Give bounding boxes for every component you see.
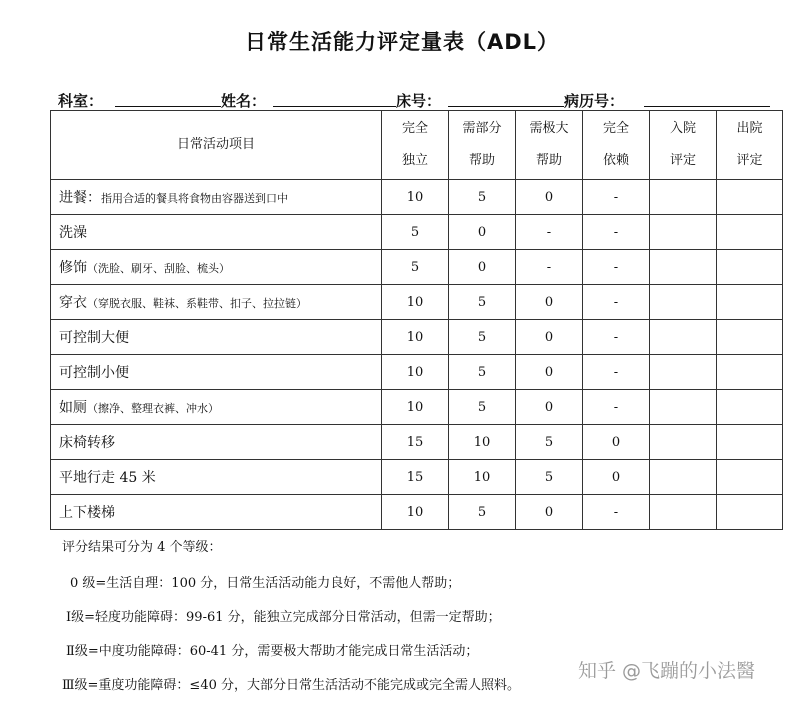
dept-label: 科室： bbox=[58, 92, 104, 110]
score-cell: 0 bbox=[516, 285, 583, 320]
table-row bbox=[51, 495, 783, 530]
score-cell: 0 bbox=[516, 390, 583, 425]
discharge-score-cell[interactable] bbox=[717, 215, 783, 250]
score-cell: - bbox=[583, 180, 650, 215]
score-cell: 10 bbox=[382, 390, 449, 425]
admission-score-cell[interactable] bbox=[650, 250, 717, 285]
score-cell: - bbox=[583, 250, 650, 285]
score-cell: 0 bbox=[516, 495, 583, 530]
score-cell: 5 bbox=[449, 390, 516, 425]
score-cell: 15 bbox=[382, 460, 449, 495]
score-cell: 0 bbox=[583, 460, 650, 495]
table-row bbox=[51, 215, 783, 250]
score-cell: - bbox=[516, 250, 583, 285]
item-cell: 可控制大便 bbox=[51, 320, 382, 355]
score-cell: 5 bbox=[449, 355, 516, 390]
score-cell: 5 bbox=[516, 460, 583, 495]
name-field[interactable] bbox=[273, 106, 396, 107]
item-cell: 穿衣（穿脱衣服、鞋袜、系鞋带、扣子、拉拉链） bbox=[51, 285, 382, 320]
score-cell: 10 bbox=[382, 180, 449, 215]
level-1-note: Ⅰ级=轻度功能障碍：99-61 分，能独立完成部分日常活动，但需一定帮助； bbox=[66, 610, 501, 625]
discharge-score-cell[interactable] bbox=[717, 180, 783, 215]
admission-score-cell[interactable] bbox=[650, 390, 717, 425]
level-2-note: Ⅱ级=中度功能障碍：60-41 分，需要极大帮助才能完成日常生活活动； bbox=[66, 644, 479, 659]
score-cell: 10 bbox=[382, 495, 449, 530]
admission-score-cell[interactable] bbox=[650, 285, 717, 320]
score-cell: 0 bbox=[449, 215, 516, 250]
discharge-score-cell[interactable] bbox=[717, 320, 783, 355]
item-cell: 床椅转移 bbox=[51, 425, 382, 460]
score-cell: 5 bbox=[516, 425, 583, 460]
discharge-score-cell[interactable] bbox=[717, 355, 783, 390]
level-0-note: 0 级=生活自理：100 分，日常生活活动能力良好，不需他人帮助； bbox=[70, 576, 461, 591]
discharge-score-cell[interactable] bbox=[717, 285, 783, 320]
table-row bbox=[51, 425, 783, 460]
admission-score-cell[interactable] bbox=[650, 495, 717, 530]
notes-intro: 评分结果可分为 4 个等级： bbox=[62, 540, 222, 555]
admission-score-cell[interactable] bbox=[650, 320, 717, 355]
table-row bbox=[51, 460, 783, 495]
admission-score-cell[interactable] bbox=[650, 460, 717, 495]
level-3-note: Ⅲ级=重度功能障碍：≤40 分，大部分日常生活活动不能完成或完全需人照料。 bbox=[62, 678, 520, 693]
score-cell: 0 bbox=[516, 355, 583, 390]
table-row bbox=[51, 180, 783, 215]
table-row bbox=[51, 320, 783, 355]
score-cell: - bbox=[516, 215, 583, 250]
score-cell: - bbox=[583, 495, 650, 530]
score-cell: - bbox=[583, 320, 650, 355]
item-cell: 修饰（洗脸、刷牙、刮脸、梳头） bbox=[51, 250, 382, 285]
col-header-admission: 入院 评定 bbox=[650, 111, 717, 180]
item-cell: 可控制小便 bbox=[51, 355, 382, 390]
discharge-score-cell[interactable] bbox=[717, 250, 783, 285]
score-cell: 0 bbox=[516, 180, 583, 215]
discharge-score-cell[interactable] bbox=[717, 495, 783, 530]
score-cell: - bbox=[583, 390, 650, 425]
col-header-independent: 完全 独立 bbox=[382, 111, 449, 180]
bed-field[interactable] bbox=[448, 106, 564, 107]
score-cell: 10 bbox=[449, 425, 516, 460]
table-row bbox=[51, 390, 783, 425]
admission-score-cell[interactable] bbox=[650, 425, 717, 460]
item-cell: 洗澡 bbox=[51, 215, 382, 250]
adl-table bbox=[50, 110, 783, 530]
score-cell: 10 bbox=[382, 285, 449, 320]
item-cell: 进餐：指用合适的餐具将食物由容器送到口中 bbox=[51, 180, 382, 215]
col-header-dependent: 完全 依赖 bbox=[583, 111, 650, 180]
item-cell: 如厕（擦净、整理衣裤、冲水） bbox=[51, 390, 382, 425]
item-cell: 上下楼梯 bbox=[51, 495, 382, 530]
table-header-row bbox=[51, 111, 783, 180]
bed-label: 床号： bbox=[396, 92, 442, 110]
patient-info-row bbox=[58, 90, 778, 110]
score-cell: 5 bbox=[382, 250, 449, 285]
score-cell: 0 bbox=[583, 425, 650, 460]
col-header-item: 日常活动项目 bbox=[51, 111, 382, 180]
table-row bbox=[51, 285, 783, 320]
score-cell: - bbox=[583, 285, 650, 320]
score-cell: 5 bbox=[382, 215, 449, 250]
score-cell: 5 bbox=[449, 320, 516, 355]
page-title: 日常生活能力评定量表（ADL） bbox=[244, 30, 560, 54]
admission-score-cell[interactable] bbox=[650, 215, 717, 250]
score-cell: 0 bbox=[516, 320, 583, 355]
score-cell: 10 bbox=[449, 460, 516, 495]
admission-score-cell[interactable] bbox=[650, 355, 717, 390]
discharge-score-cell[interactable] bbox=[717, 460, 783, 495]
score-cell: 5 bbox=[449, 285, 516, 320]
score-cell: 15 bbox=[382, 425, 449, 460]
score-cell: 5 bbox=[449, 180, 516, 215]
name-label: 姓名： bbox=[221, 92, 267, 110]
watermark: 知乎 @飞蹦的小法醫 bbox=[578, 660, 756, 682]
col-header-discharge: 出院 评定 bbox=[717, 111, 783, 180]
table-row bbox=[51, 355, 783, 390]
discharge-score-cell[interactable] bbox=[717, 425, 783, 460]
item-cell: 平地行走 45 米 bbox=[51, 460, 382, 495]
score-cell: - bbox=[583, 215, 650, 250]
col-header-major-help: 需极大 帮助 bbox=[516, 111, 583, 180]
score-cell: 0 bbox=[449, 250, 516, 285]
score-cell: 10 bbox=[382, 320, 449, 355]
table-row bbox=[51, 250, 783, 285]
admission-score-cell[interactable] bbox=[650, 180, 717, 215]
score-cell: 10 bbox=[382, 355, 449, 390]
col-header-partial-help: 需部分 帮助 bbox=[449, 111, 516, 180]
score-cell: 5 bbox=[449, 495, 516, 530]
dept-field[interactable] bbox=[115, 106, 221, 107]
record-field[interactable] bbox=[644, 106, 770, 107]
discharge-score-cell[interactable] bbox=[717, 390, 783, 425]
score-cell: - bbox=[583, 355, 650, 390]
record-label: 病历号： bbox=[564, 92, 625, 110]
